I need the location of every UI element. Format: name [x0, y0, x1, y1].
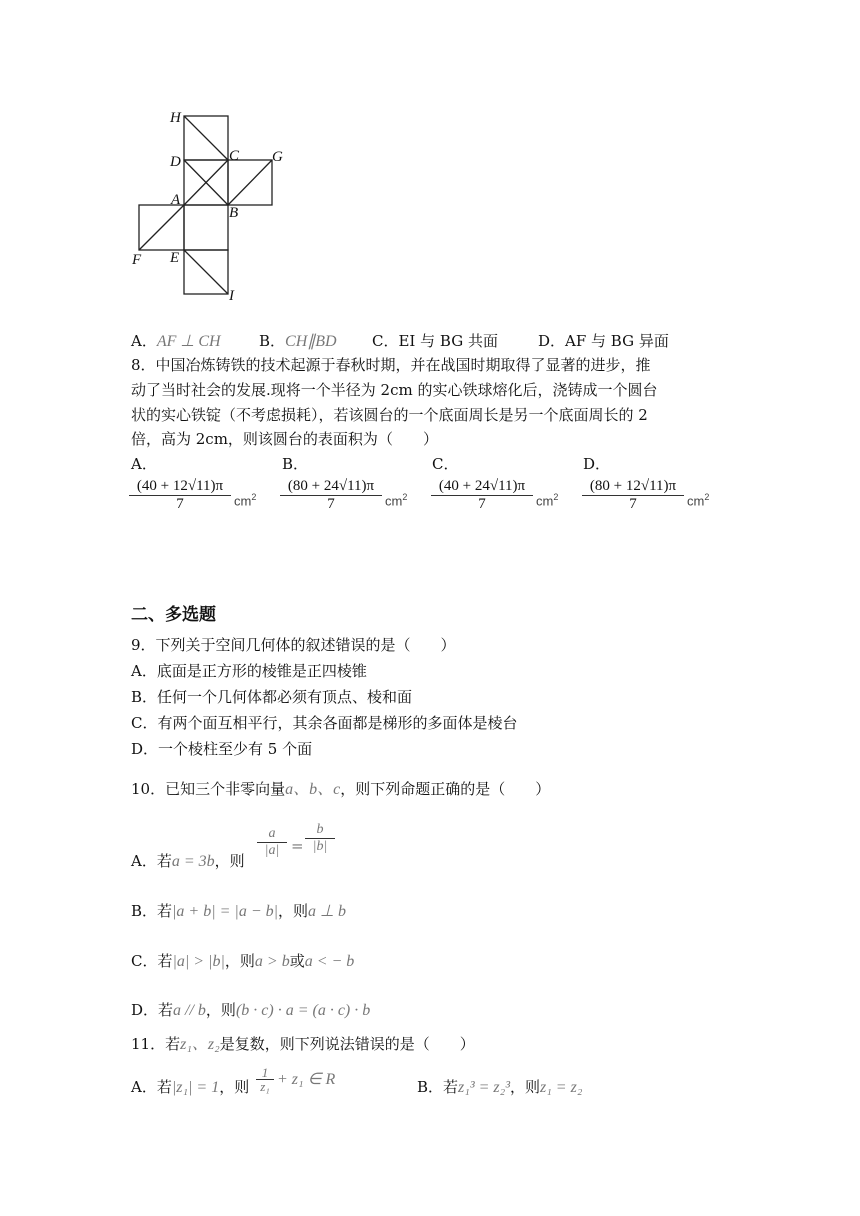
label-f: F	[132, 252, 142, 268]
q10-b-conclusion: a ⊥ b	[308, 903, 346, 920]
q8-option-a-unit: $cm^2$	[234, 492, 257, 509]
label-d: D	[170, 154, 181, 170]
label-h: H	[170, 110, 181, 126]
q10-b-condition: |a + b| = |a − b|	[172, 903, 279, 920]
q8-option-c-unit: $cm^2$	[536, 492, 559, 509]
q7-option-a-expr: AF ⊥ CH	[156, 333, 221, 350]
q9-option-d: D．一个棱柱至少有 5 个面	[131, 740, 313, 758]
q11-a-condition: |z₁| = 1	[171, 1079, 220, 1096]
q7-option-c: C．EI 与 BG 共面	[372, 332, 498, 350]
label-b: B	[229, 205, 239, 221]
q8-option-a-fraction: $\frac{(40 + 12√11)\pi}{7}$	[129, 478, 231, 513]
q9-option-c: C．有两个面互相平行，其余各面都是梯形的多面体是棱台	[131, 714, 518, 732]
q7-option-b: B．CH∥BD	[259, 332, 337, 350]
label-c: C	[229, 148, 240, 164]
q9-stem: 9．下列关于空间几何体的叙述错误的是（ ）	[131, 636, 456, 654]
q8-option-b-label: B．	[282, 455, 309, 473]
label-e: E	[170, 250, 180, 266]
q10-option-b: B．若|a + b| = |a − b|，则a ⊥ b	[131, 902, 346, 920]
label-i: I	[229, 288, 234, 304]
q7-option-d: D．AF 与 BG 异面	[538, 332, 669, 350]
q10-option-c: C．若|a| > |b|，则a > b或a < − b	[131, 952, 355, 970]
q10-d-conclusion: (b · c) · a = (a · c) · b	[235, 1002, 371, 1019]
q10-option-d: D．若a // b，则(b · c) · a = (a · c) · b	[131, 1001, 371, 1019]
q10-c-conclusion-2: a < − b	[304, 953, 355, 970]
q8-line-2: 动了当时社会的发展.现将一个半径为 2cm 的实心铁球熔化后，浇铸成一个圆台	[131, 381, 658, 399]
q8-option-b-unit: $cm^2$	[385, 492, 408, 509]
section-title: 二、多选题	[131, 605, 216, 625]
q7-option-a: A．AF ⊥ CH	[131, 332, 221, 350]
q8-line-3: 状的实心铁锭（不考虑损耗），若该圆台的一个底面周长是另一个底面周长的 2	[131, 406, 648, 424]
q10-a-equals: =	[291, 837, 304, 855]
q11-a-fraction: $\frac{1}{\text{z₁}}$	[256, 1066, 274, 1093]
q11-b-condition: z₁³ = z₂³	[458, 1079, 510, 1096]
q8-option-c-fraction: $\frac{(40 + 24√11)\pi}{7}$	[431, 478, 533, 513]
q8-option-d-unit: $cm^2$	[687, 492, 710, 509]
q11-stem: 11．若z₁、z₂是复数，则下列说法错误的是（ ）	[131, 1035, 475, 1053]
q10-option-a: A．若a = 3b，则	[131, 852, 245, 870]
q11-a-conclusion-rest: + z₁ ∈ R	[277, 1071, 336, 1088]
q8-option-d-label: D．	[583, 455, 611, 473]
q11-option-b: B．若z₁³ = z₂³，则z₁ = z₂	[417, 1078, 583, 1096]
q10-stem: 10．已知三个非零向量a、b、c，则下列命题正确的是（ ）	[131, 780, 551, 798]
q8-option-a-label: A．	[131, 455, 157, 473]
q8-option-b-fraction: $\frac{(80 + 24√11)\pi}{7}$	[280, 478, 382, 513]
q10-a-condition: a = 3b	[171, 853, 215, 870]
label-a: A	[171, 192, 181, 208]
q10-c-conclusion-1: a > b	[254, 953, 290, 970]
q11-b-conclusion: z₁ = z₂	[540, 1079, 583, 1096]
q10-d-condition: a // b	[173, 1002, 206, 1019]
q8-line-1: 8．中国冶炼铸铁的技术起源于春秋时期，并在战国时期取得了显著的进步，推	[131, 356, 651, 374]
q10-a-frac-left: $\frac{a}{|a|}$	[257, 826, 287, 859]
q8-option-c-label: C．	[432, 455, 459, 473]
q11-option-a: A．若|z₁| = 1，则	[131, 1078, 250, 1096]
q9-option-a: A．底面是正方形的棱锥是正四棱锥	[131, 662, 367, 680]
label-g: G	[272, 149, 283, 165]
q8-option-d-fraction: $\frac{(80 + 12√11)\pi}{7}$	[582, 478, 684, 513]
q9-option-b: B．任何一个几何体都必须有顶点、棱和面	[131, 688, 413, 706]
cube-net-figure	[0, 0, 860, 310]
q8-line-4: 倍，高为 2cm，则该圆台的表面积为（ ）	[131, 430, 438, 448]
q10-vectors: a、b、c	[285, 781, 341, 798]
q11-variables: z₁、z₂	[180, 1036, 220, 1053]
q7-option-b-expr: CH∥BD	[285, 333, 337, 350]
q10-c-condition: |a| > |b|	[172, 953, 225, 970]
q10-a-frac-right: $\frac{b}{|b|}$	[305, 822, 335, 855]
